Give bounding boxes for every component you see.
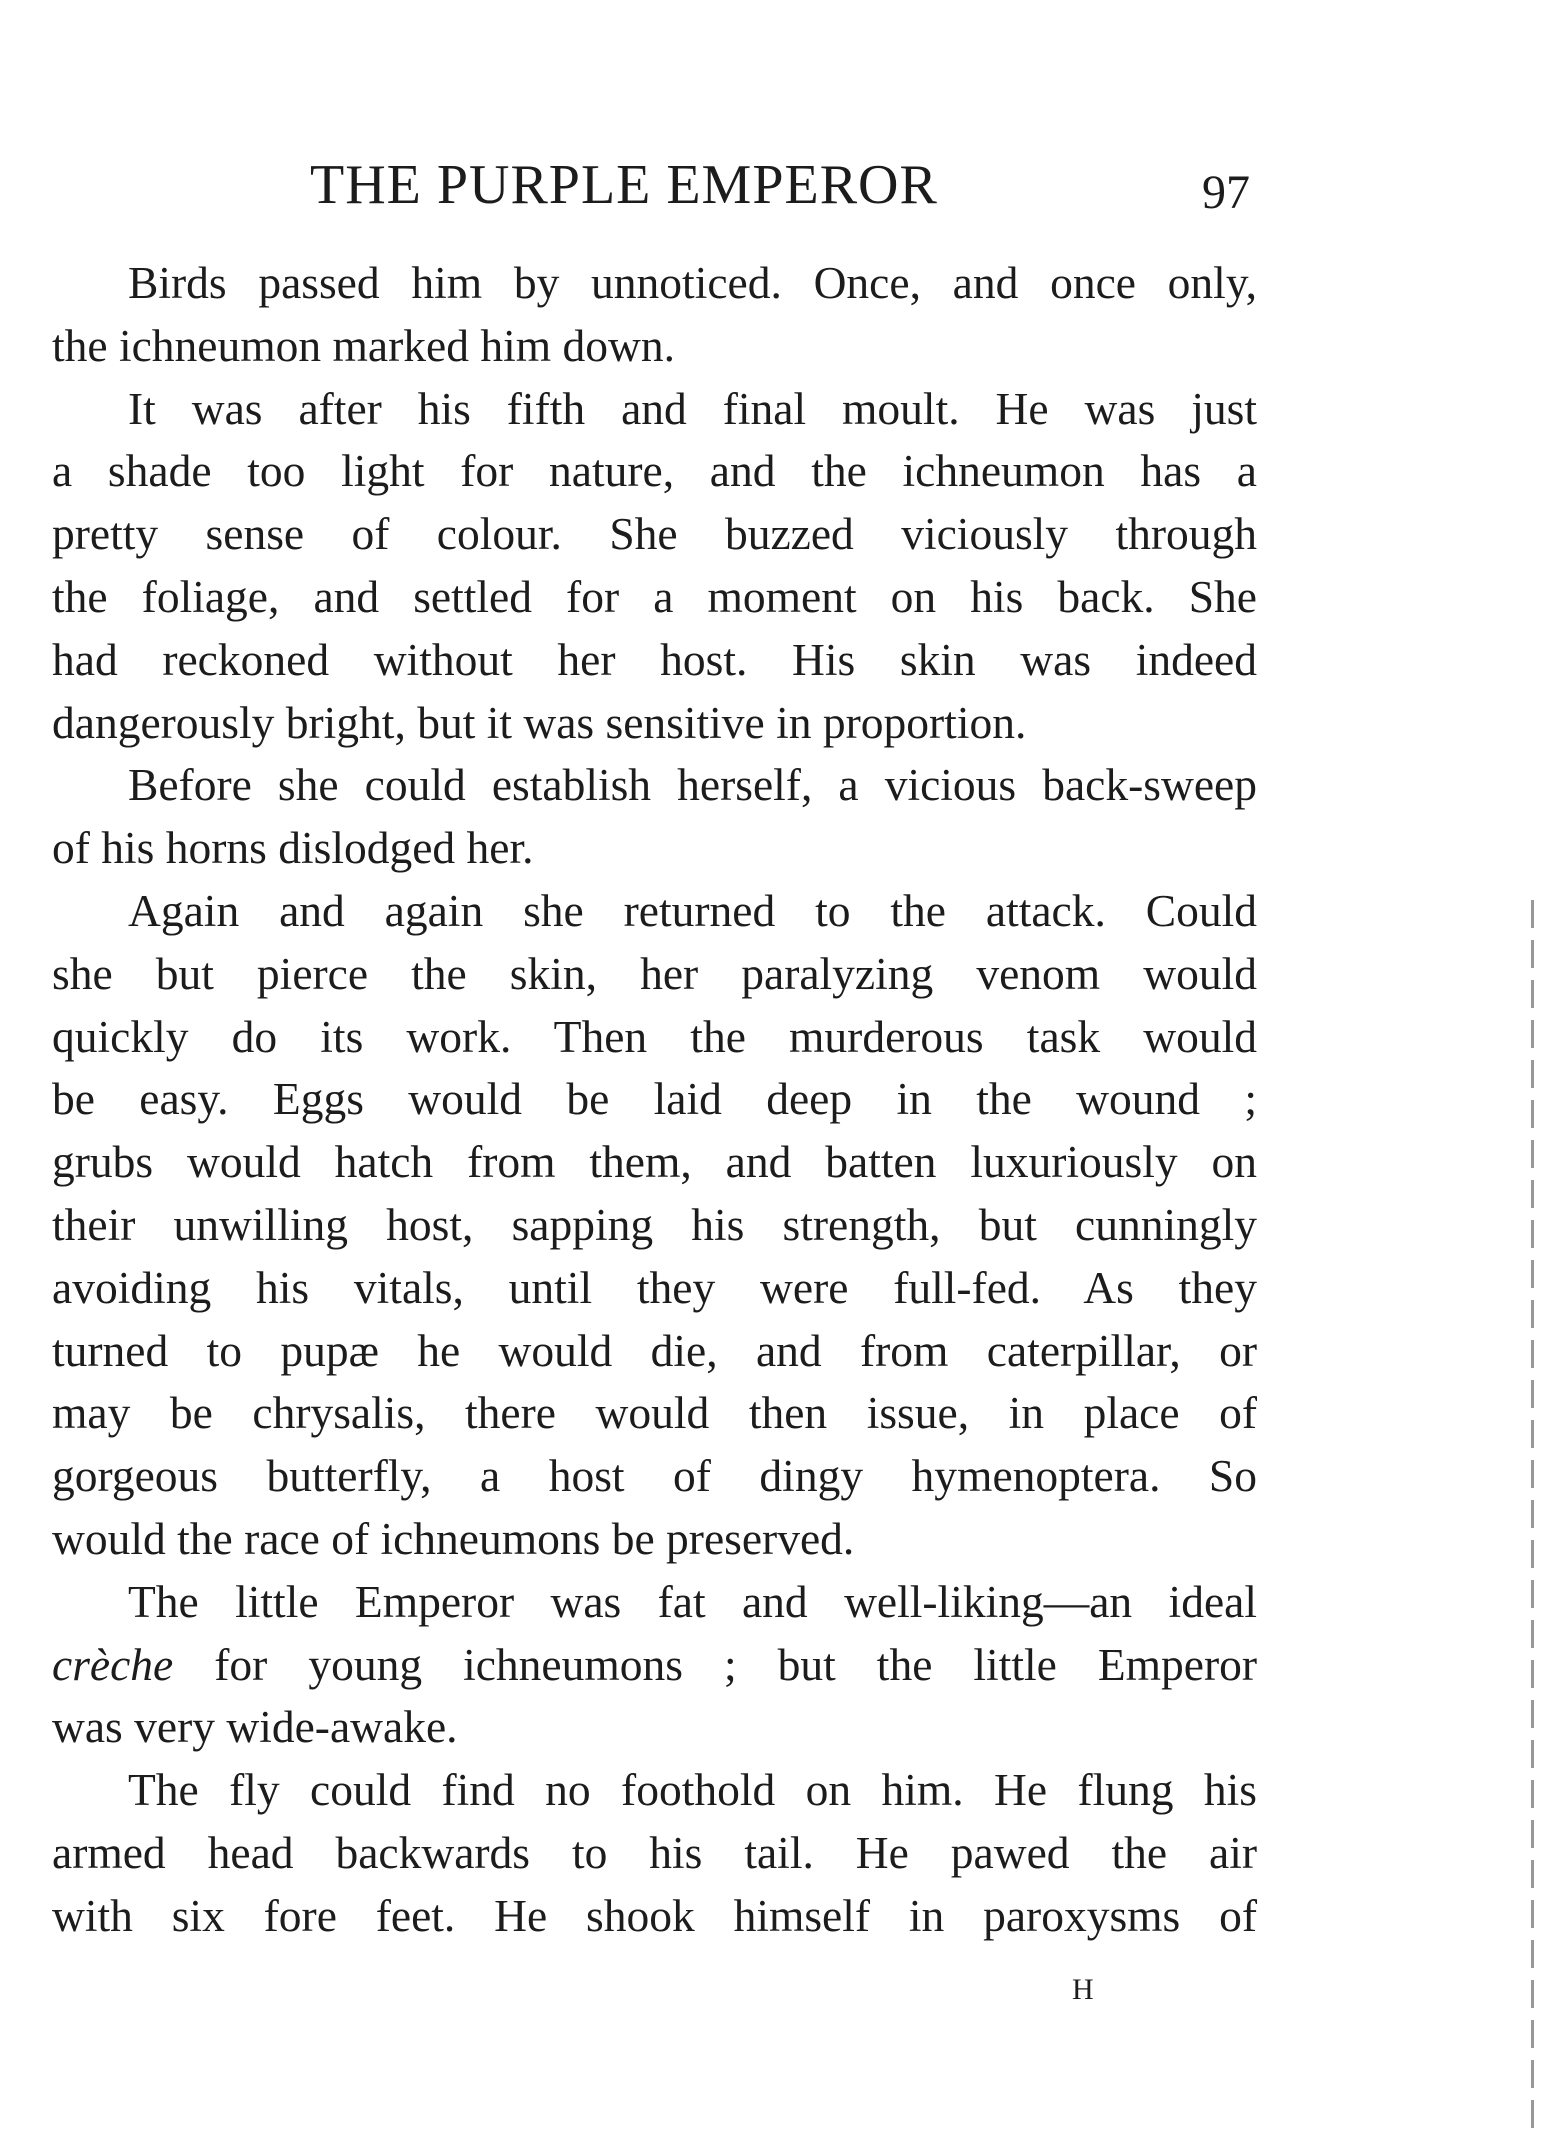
running-title: THE PURPLE EMPEROR [310, 154, 938, 216]
text-line: turned to pupæ he would die, and from caterpillar, or [52, 1324, 1257, 1376]
italic-word-creche: crèche [52, 1638, 174, 1690]
text-line: had reckoned without her host. His skin was indeed [52, 633, 1257, 685]
text-line: be easy. Eggs would be laid deep in the wound ; [52, 1073, 1257, 1125]
text-line: of his horns dislodged her. [52, 822, 534, 874]
text-line: a shade too light for nature, and the ichneumon has a [52, 445, 1257, 497]
text-line: she but pierce the skin, her paralyzing venom would [52, 947, 1257, 999]
text-line: Birds passed him by unnoticed. Once, and once only, [128, 257, 1257, 308]
text-line: gorgeous butterfly, a host of dingy hymenoptera. So [52, 1450, 1257, 1502]
text-line-mixed [52, 1634, 1257, 1697]
text-line: It was after his fifth and final moult. He was just [128, 382, 1257, 434]
text-line: The little Emperor was fat and well-liking—an ideal [128, 1575, 1257, 1627]
text-line: quickly do its work. Then the murderous task would [52, 1010, 1257, 1062]
text-line: dangerously bright, but it was sensitive in proportion. [52, 696, 1027, 748]
signature-mark: H [1072, 1973, 1096, 2006]
body-text [52, 252, 1257, 1948]
text-line: was very wide-awake. [52, 1701, 458, 1753]
text-line: Before she could establish herself, a vicious back-sweep [128, 759, 1257, 811]
text-line: The fly could find no foothold on him. He flung his [128, 1764, 1257, 1816]
text-line: the foliage, and settled for a moment on his back. She [52, 570, 1257, 622]
text-line: would the race of ichneumons be preserved. [52, 1512, 855, 1564]
text-line-rest: for young ichneumons ; but the little Emperor [173, 1638, 1257, 1690]
text-line: their unwilling host, sapping his strength, but cunningly [52, 1198, 1257, 1250]
text-line: may be chrysalis, there would then issue, in place of [52, 1387, 1257, 1439]
running-head [310, 150, 1250, 220]
text-line: armed head backwards to his tail. He pawed the air [52, 1826, 1257, 1878]
text-line: the ichneumon marked him down. [52, 319, 675, 371]
text-line: grubs would hatch from them, and batten luxuriously on [52, 1136, 1257, 1188]
text-line: with six fore feet. He shook himself in paroxysms of [52, 1889, 1257, 1941]
text-line: avoiding his vitals, until they were full-fed. As they [52, 1261, 1257, 1313]
text-line: pretty sense of colour. She buzzed viciously through [52, 508, 1257, 560]
page-edge-shadow [1531, 900, 1534, 2140]
text-line: Again and again she returned to the attack. Could [128, 884, 1257, 936]
page-number: 97 [1202, 166, 1250, 219]
